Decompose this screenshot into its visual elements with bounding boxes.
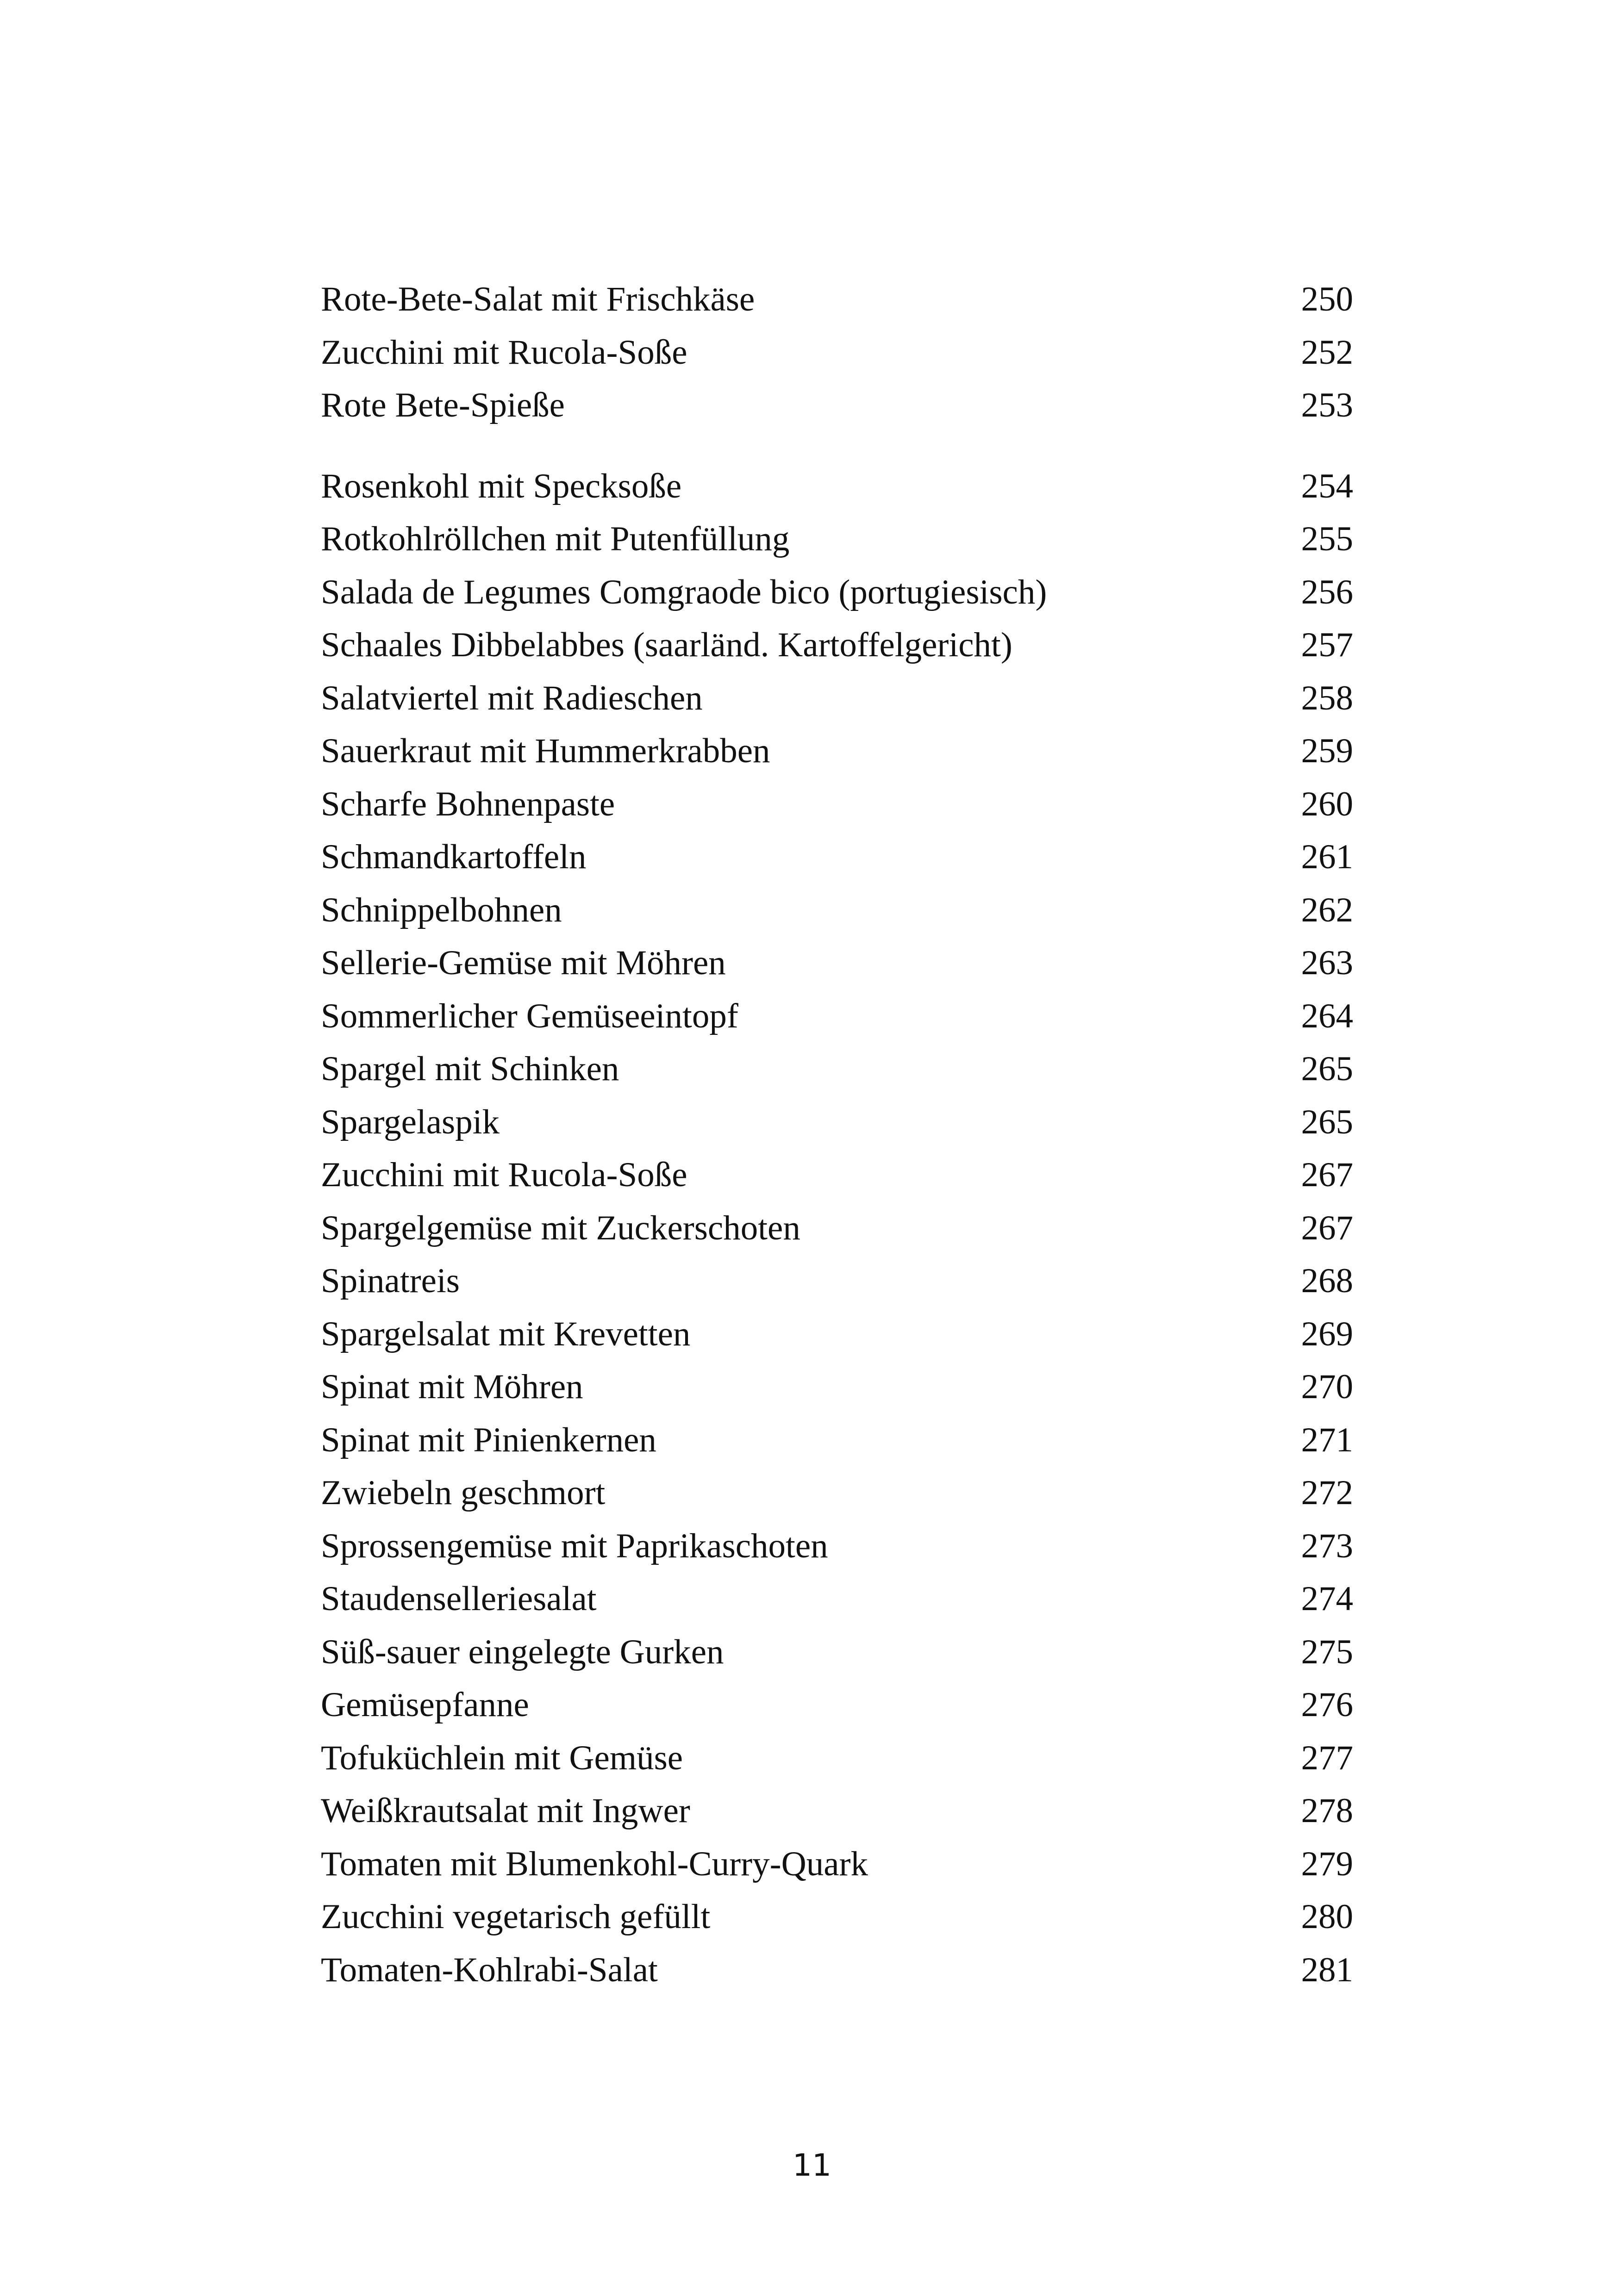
toc-entry — [321, 1573, 1353, 1626]
toc-entry-title: Spinat mit Möhren — [321, 1368, 583, 1406]
toc-entry-title: Spinatreis — [321, 1262, 460, 1300]
toc-entry — [321, 1361, 1353, 1414]
toc-entry-page: 273 — [1301, 1526, 1353, 1565]
toc-entry-title: Sellerie-Gemüse mit Möhren — [321, 944, 726, 982]
toc-entry-page: 261 — [1301, 838, 1353, 876]
toc-entry — [321, 831, 1353, 884]
toc-entry — [321, 1785, 1353, 1838]
toc-entry-page: 257 — [1301, 626, 1353, 664]
toc-entry-page: 270 — [1301, 1368, 1353, 1406]
page-number: 11 — [793, 2147, 831, 2183]
toc-entry-title: Süß-sauer eingelegte Gurken — [321, 1632, 724, 1671]
toc-entry-page: 258 — [1301, 678, 1353, 717]
toc-entry — [321, 326, 1353, 380]
toc-entry-title: Sommerlicher Gemüseeintopf — [321, 996, 738, 1035]
toc-entry — [321, 460, 1353, 513]
toc-entry-title: Rotkohlröllchen mit Putenfüllung — [321, 520, 790, 558]
toc-entry — [321, 990, 1353, 1043]
toc-entry-title: Salatviertel mit Radieschen — [321, 678, 703, 717]
toc-entry-page: 267 — [1301, 1208, 1353, 1247]
toc-entry — [321, 1149, 1353, 1202]
toc-entry — [321, 1679, 1353, 1732]
toc-entry-page: 263 — [1301, 944, 1353, 982]
toc-entry-title: Rote-Bete-Salat mit Frischkäse — [321, 280, 755, 318]
toc-entry-page: 281 — [1301, 1950, 1353, 1989]
toc-entry — [321, 379, 1353, 432]
toc-entry-title: Tomaten-Kohlrabi-Salat — [321, 1950, 658, 1989]
toc-entry-page: 256 — [1301, 572, 1353, 611]
toc-entry-page: 250 — [1301, 280, 1353, 318]
toc-entry-page: 268 — [1301, 1262, 1353, 1300]
toc-entry-page: 259 — [1301, 732, 1353, 770]
toc-entry — [321, 1255, 1353, 1308]
toc-entry-title: Spinat mit Pinienkernen — [321, 1420, 656, 1459]
toc-entry-title: Sauerkraut mit Hummerkrabben — [321, 732, 770, 770]
toc-entry-page: 272 — [1301, 1474, 1353, 1512]
toc-entry — [321, 725, 1353, 778]
toc-entry — [321, 1520, 1353, 1573]
toc-entry-page: 277 — [1301, 1738, 1353, 1777]
toc-entry-title: Gemüsepfanne — [321, 1686, 529, 1724]
toc-entry-page: 265 — [1301, 1102, 1353, 1141]
toc-entry-page: 253 — [1301, 386, 1353, 424]
toc-entry — [321, 566, 1353, 619]
toc-entry — [321, 1043, 1353, 1096]
toc-entry-page: 280 — [1301, 1898, 1353, 1936]
toc-entry — [321, 513, 1353, 566]
toc-entry — [321, 672, 1353, 725]
toc-entry-page: 271 — [1301, 1420, 1353, 1459]
toc-entry-title: Spargel mit Schinken — [321, 1050, 619, 1088]
toc-entry — [321, 1838, 1353, 1891]
toc-entry — [321, 1626, 1353, 1679]
toc-entry — [321, 884, 1353, 937]
toc-entry-title: Schmandkartoffeln — [321, 838, 587, 876]
toc-entry-title: Rote Bete-Spieße — [321, 386, 565, 424]
toc-entry-title: Zucchini vegetarisch gefüllt — [321, 1898, 711, 1936]
table-of-contents — [321, 273, 1353, 1997]
toc-entry — [321, 619, 1353, 672]
toc-entry-page: 260 — [1301, 784, 1353, 823]
toc-entry-title: Zucchini mit Rucola-Soße — [321, 1156, 687, 1194]
toc-entry-title: Spargelsalat mit Krevetten — [321, 1314, 691, 1353]
toc-entry-title: Zwiebeln geschmort — [321, 1474, 606, 1512]
toc-entry — [321, 1891, 1353, 1944]
toc-entry — [321, 1202, 1353, 1255]
toc-entry — [321, 1732, 1353, 1785]
toc-entry — [321, 937, 1353, 990]
toc-entry-page: 265 — [1301, 1050, 1353, 1088]
toc-entry-page: 262 — [1301, 890, 1353, 929]
toc-entry-page: 269 — [1301, 1314, 1353, 1353]
toc-entry-page: 255 — [1301, 520, 1353, 558]
toc-entry-page: 254 — [1301, 467, 1353, 505]
toc-entry-title: Schnippelbohnen — [321, 890, 562, 929]
toc-entry — [321, 778, 1353, 831]
toc-entry-title: Salada de Legumes Comgraode bico (portugiesisch) — [321, 572, 1047, 611]
toc-entry-page: 264 — [1301, 996, 1353, 1035]
toc-entry-title: Rosenkohl mit Specksoße — [321, 467, 682, 505]
toc-entry-page: 275 — [1301, 1632, 1353, 1671]
toc-entry-page: 274 — [1301, 1580, 1353, 1618]
toc-entry-title: Staudenselleriesalat — [321, 1580, 597, 1618]
toc-entry — [321, 1308, 1353, 1361]
toc-entry — [321, 1096, 1353, 1149]
toc-entry-title: Schaales Dibbelabbes (saarländ. Kartoffelgericht) — [321, 626, 1012, 664]
toc-entry — [321, 1944, 1353, 1997]
toc-entry-title: Spargelaspik — [321, 1102, 500, 1141]
toc-entry-title: Tofuküchlein mit Gemüse — [321, 1738, 683, 1777]
toc-entry — [321, 1414, 1353, 1467]
toc-entry-page: 278 — [1301, 1792, 1353, 1830]
toc-entry-title: Spargelgemüse mit Zuckerschoten — [321, 1208, 800, 1247]
toc-entry-title: Weißkrautsalat mit Ingwer — [321, 1792, 690, 1830]
toc-entry-title: Scharfe Bohnenpaste — [321, 784, 615, 823]
toc-entry-page: 252 — [1301, 333, 1353, 372]
toc-entry — [321, 273, 1353, 326]
toc-entry-title: Zucchini mit Rucola-Soße — [321, 333, 687, 372]
toc-entry-page: 276 — [1301, 1686, 1353, 1724]
toc-entry-title: Sprossengemüse mit Paprikaschoten — [321, 1526, 828, 1565]
toc-entry-page: 267 — [1301, 1156, 1353, 1194]
toc-entry — [321, 1467, 1353, 1520]
toc-entry-page: 279 — [1301, 1844, 1353, 1883]
toc-entry-title: Tomaten mit Blumenkohl-Curry-Quark — [321, 1844, 868, 1883]
